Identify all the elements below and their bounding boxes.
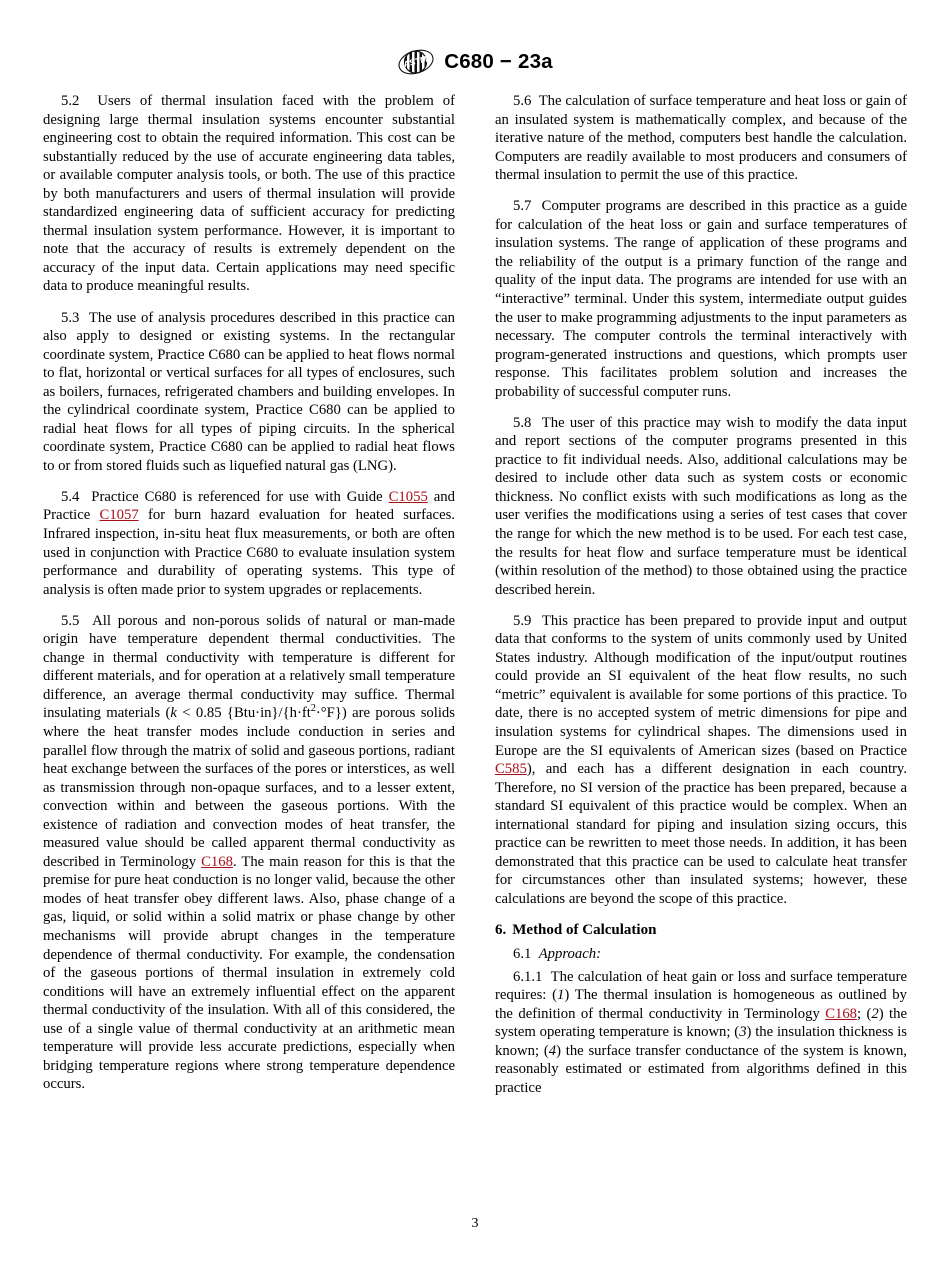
paragraph-text: ·°F}) are porous solids where the heat transfer modes include conduction in series and parallel flow through the matrix of solid and gaseous portions, radiant heat exchange between the surfaces of the pores or interstices, as well as transmission through non-opaque surfaces, and to a lesser extent, convection within and between the gaseous portions. With the existence of radiation and convection modes of heat transfer, the measured value should be called apparent thermal conductivity as described in Terminology bbox=[43, 705, 455, 870]
right-column bbox=[495, 92, 907, 1202]
list-marker-1: 1 bbox=[557, 987, 565, 1004]
paragraph-text: ) the system operating temperature is known; ( bbox=[495, 1005, 907, 1041]
paragraph-text: The calculation of heat gain or loss and surface temperature requires: ( bbox=[495, 968, 907, 1004]
subsection-number: 6.1 bbox=[513, 945, 532, 962]
cross-reference-c1055[interactable]: C1055 bbox=[388, 488, 428, 505]
paragraph-text: The user of this practice may wish to modify the data input and report sections of the computer programs presented in this practice to fit individual needs. Also, additional calculations may be desired to include other data such as system costs or economic thickness. No conflict exists with such modifications as long as the user verifies the modifications using a series of test cases that cover the range for which the new method is to be used. For each test case, the results for heat flow and surface temperature must be identical (within resolution of the method) to those obtained using the practice described herein. bbox=[495, 414, 907, 598]
paragraph-5-4 bbox=[43, 488, 455, 599]
paragraph-number: 5.4 bbox=[61, 488, 80, 505]
paragraph-5-5 bbox=[43, 612, 455, 1094]
list-marker-2: 2 bbox=[871, 1005, 879, 1022]
paragraph-5-9 bbox=[495, 612, 907, 909]
standard-designation: C680 − 23a bbox=[444, 50, 553, 73]
paragraph-text: This practice has been prepared to provide input and output data that conforms to the system of units commonly used by United States industry. Although modification of the input/output routines could provide an SI equivalent of the heat flow results, no such “metric” equivalent is available for some portions of this practice. To date, there is no accepted system of metric dimensions for pipe and insulation systems for cylindrical shapes. The dimensions used in Europe are the SI equivalents of American sizes (based on Practice bbox=[495, 612, 907, 759]
paragraph-text: ) the insulation thickness is known; ( bbox=[495, 1024, 907, 1059]
list-marker-3: 3 bbox=[739, 1024, 747, 1041]
paragraph-number: 5.6 bbox=[513, 93, 532, 109]
cross-reference-c1057[interactable]: C1057 bbox=[99, 507, 139, 524]
paragraph-number: 5.9 bbox=[513, 612, 532, 629]
page-number: 3 bbox=[471, 1216, 479, 1231]
paragraph-text: Computer programs are described in this practice as a guide for calculation of the heat loss or gain and surface temperatures of insulation systems. The range of application of these programs and the reliability of the output is a primary function of the range and quality of the input data. The programs are intended for use with an “interactive” terminal. Under this system, intermediate output guides the user to make programming adjustments to the input parameters as necessary. The computer controls the terminal interactively with program-generated instructions and questions, which prompts user response. This facilitates problem solution and increases the probability of successful computer runs. bbox=[495, 198, 907, 400]
left-column bbox=[43, 92, 455, 1202]
svg-text:ASTM: ASTM bbox=[402, 53, 429, 70]
section-heading-6 bbox=[495, 921, 907, 940]
cross-reference-c168[interactable]: C168 bbox=[201, 853, 233, 870]
paragraph-5-3 bbox=[43, 309, 455, 476]
paragraph-number: 5.3 bbox=[61, 309, 80, 326]
paragraph-text: ; ( bbox=[857, 1005, 872, 1022]
subsection-6-1 bbox=[495, 945, 907, 964]
paragraph-5-7 bbox=[495, 197, 907, 401]
paragraph-text: ) The thermal insulation is homogeneous as outlined by the definition of thermal conductivity in Terminology bbox=[495, 987, 907, 1022]
paragraph-text: The use of analysis procedures described in this practice can also apply to designed or existing systems. In the rectangular coordinate system, Practice C680 can be applied to heat flows normal to flat, horizontal or vertical surfaces for all types of enclosures, such as boilers, furnaces, refrigerated chambers and building envelopes. In the cylindrical coordinate system, Practice C680 can be applied to radial heat flows for all types of piping circuits. In the spherical coordinate system, Practice C680 can be applied to radial heat flows to or from stored fluids such as liquefied natural gas (LNG). bbox=[43, 309, 455, 474]
section-number: 6. bbox=[495, 921, 507, 938]
paragraph-text: Practice C680 is referenced for use with Guide bbox=[91, 488, 389, 505]
paragraph-5-6 bbox=[495, 92, 907, 185]
page-body bbox=[43, 92, 907, 1202]
cross-reference-c168[interactable]: C168 bbox=[825, 1005, 858, 1022]
subsection-6-1-1 bbox=[495, 968, 907, 1098]
astm-logo bbox=[397, 47, 435, 77]
math-exponent: 2 bbox=[310, 703, 316, 715]
cross-reference-c585[interactable]: C585 bbox=[495, 761, 527, 778]
paragraph-text: . The main reason for this is that the premise for pure heat conduction is no longer valid, because the other modes of heat transfer obey different laws. Also, phase change of a gas, liquid, or solid within a solid matrix or phase change by other mechanisms will provide abrupt changes in the temperature dependence of thermal conductivity. For example, the condensation of the gaseous portions of thermal insulation in extremely cold conditions will have an extremely influential effect on the apparent thermal conductivity of the insulation. With all of this considered, the use of a single value of thermal conductivity at an arithmetic mean temperature will provide less accurate predictions, especially when bridging temperature regions where strong temperature dependence occurs. bbox=[43, 853, 455, 1093]
paragraph-number: 5.5 bbox=[61, 612, 80, 629]
paragraph-text: Users of thermal insulation faced with the problem of designing large thermal insulation systems encounter substantial engineering cost to obtain the required information. This cost can be substantially reduced by the use of accurate engineering data tables, or available computer analysis tools, or both. The use of this practice by both manufacturers and users of thermal insulation will provide standardized engineering data of sufficient accuracy for predicting thermal insulation system performance. However, it is important to note that the accuracy of results is extremely dependent on the accuracy of the input data. Certain applications may need specific data to produce meaningful results. bbox=[43, 93, 455, 295]
list-marker-4: 4 bbox=[548, 1042, 557, 1059]
paragraph-text: and Practice bbox=[43, 488, 455, 524]
paragraph-text: for burn hazard evaluation for heated surfaces. Infrared inspection, in-situ heat flux measurements, or both are often used in conjunction with Practice C680 to evaluate insulation system performance and durability of operating systems. This type of analysis is often made prior to system upgrades or replacements. bbox=[43, 507, 455, 598]
paragraph-number: 5.2 bbox=[61, 93, 80, 109]
paragraph-5-2 bbox=[43, 92, 455, 296]
paragraph-text: All porous and non-porous solids of natural or man-made origin have temperature dependent thermal conductivities. The change in thermal conductivity with temperature is different for different materials, and for operation at a relatively small temperature difference, an average thermal conductivity may suffice. Thermal insulating materials ( bbox=[43, 612, 455, 722]
paragraph-text: ) the surface transfer conductance of the system is known, reasonably estimated or estimated from algorithms defined in this practice bbox=[495, 1042, 907, 1096]
page-header bbox=[0, 40, 950, 84]
math-symbol-k: k bbox=[170, 705, 177, 722]
subsection-title: Approach: bbox=[538, 945, 601, 962]
paragraph-number: 5.8 bbox=[513, 414, 532, 431]
section-title: Method of Calculation bbox=[512, 921, 657, 938]
paragraph-text: The calculation of surface temperature and heat loss or gain of an insulated system is mathematically complex, and because of the iterative nature of the method, computers best handle the calculation. Computers are readily available to most producers and consumers of thermal insulation to permit the use of this practice. bbox=[495, 93, 907, 184]
math-expression: < 0.85 {Btu·in}/{h·ft bbox=[176, 705, 311, 722]
paragraph-number: 5.7 bbox=[513, 198, 532, 215]
paragraph-text: ), and each has a different designation in each country. Therefore, no SI version of the practice has been prepared, because a standard SI equivalent of this practice would be complex. When an international standard for piping and insulation sizing occurs, this practice can be rewritten to meet those needs. In addition, it has been demonstrated that this practice can be used to calculate heat transfer for circumstances other than insulated systems; however, these calculations are beyond the scope of this practice. bbox=[495, 761, 907, 907]
paragraph-5-8 bbox=[495, 414, 907, 599]
subsection-number: 6.1.1 bbox=[513, 968, 543, 985]
